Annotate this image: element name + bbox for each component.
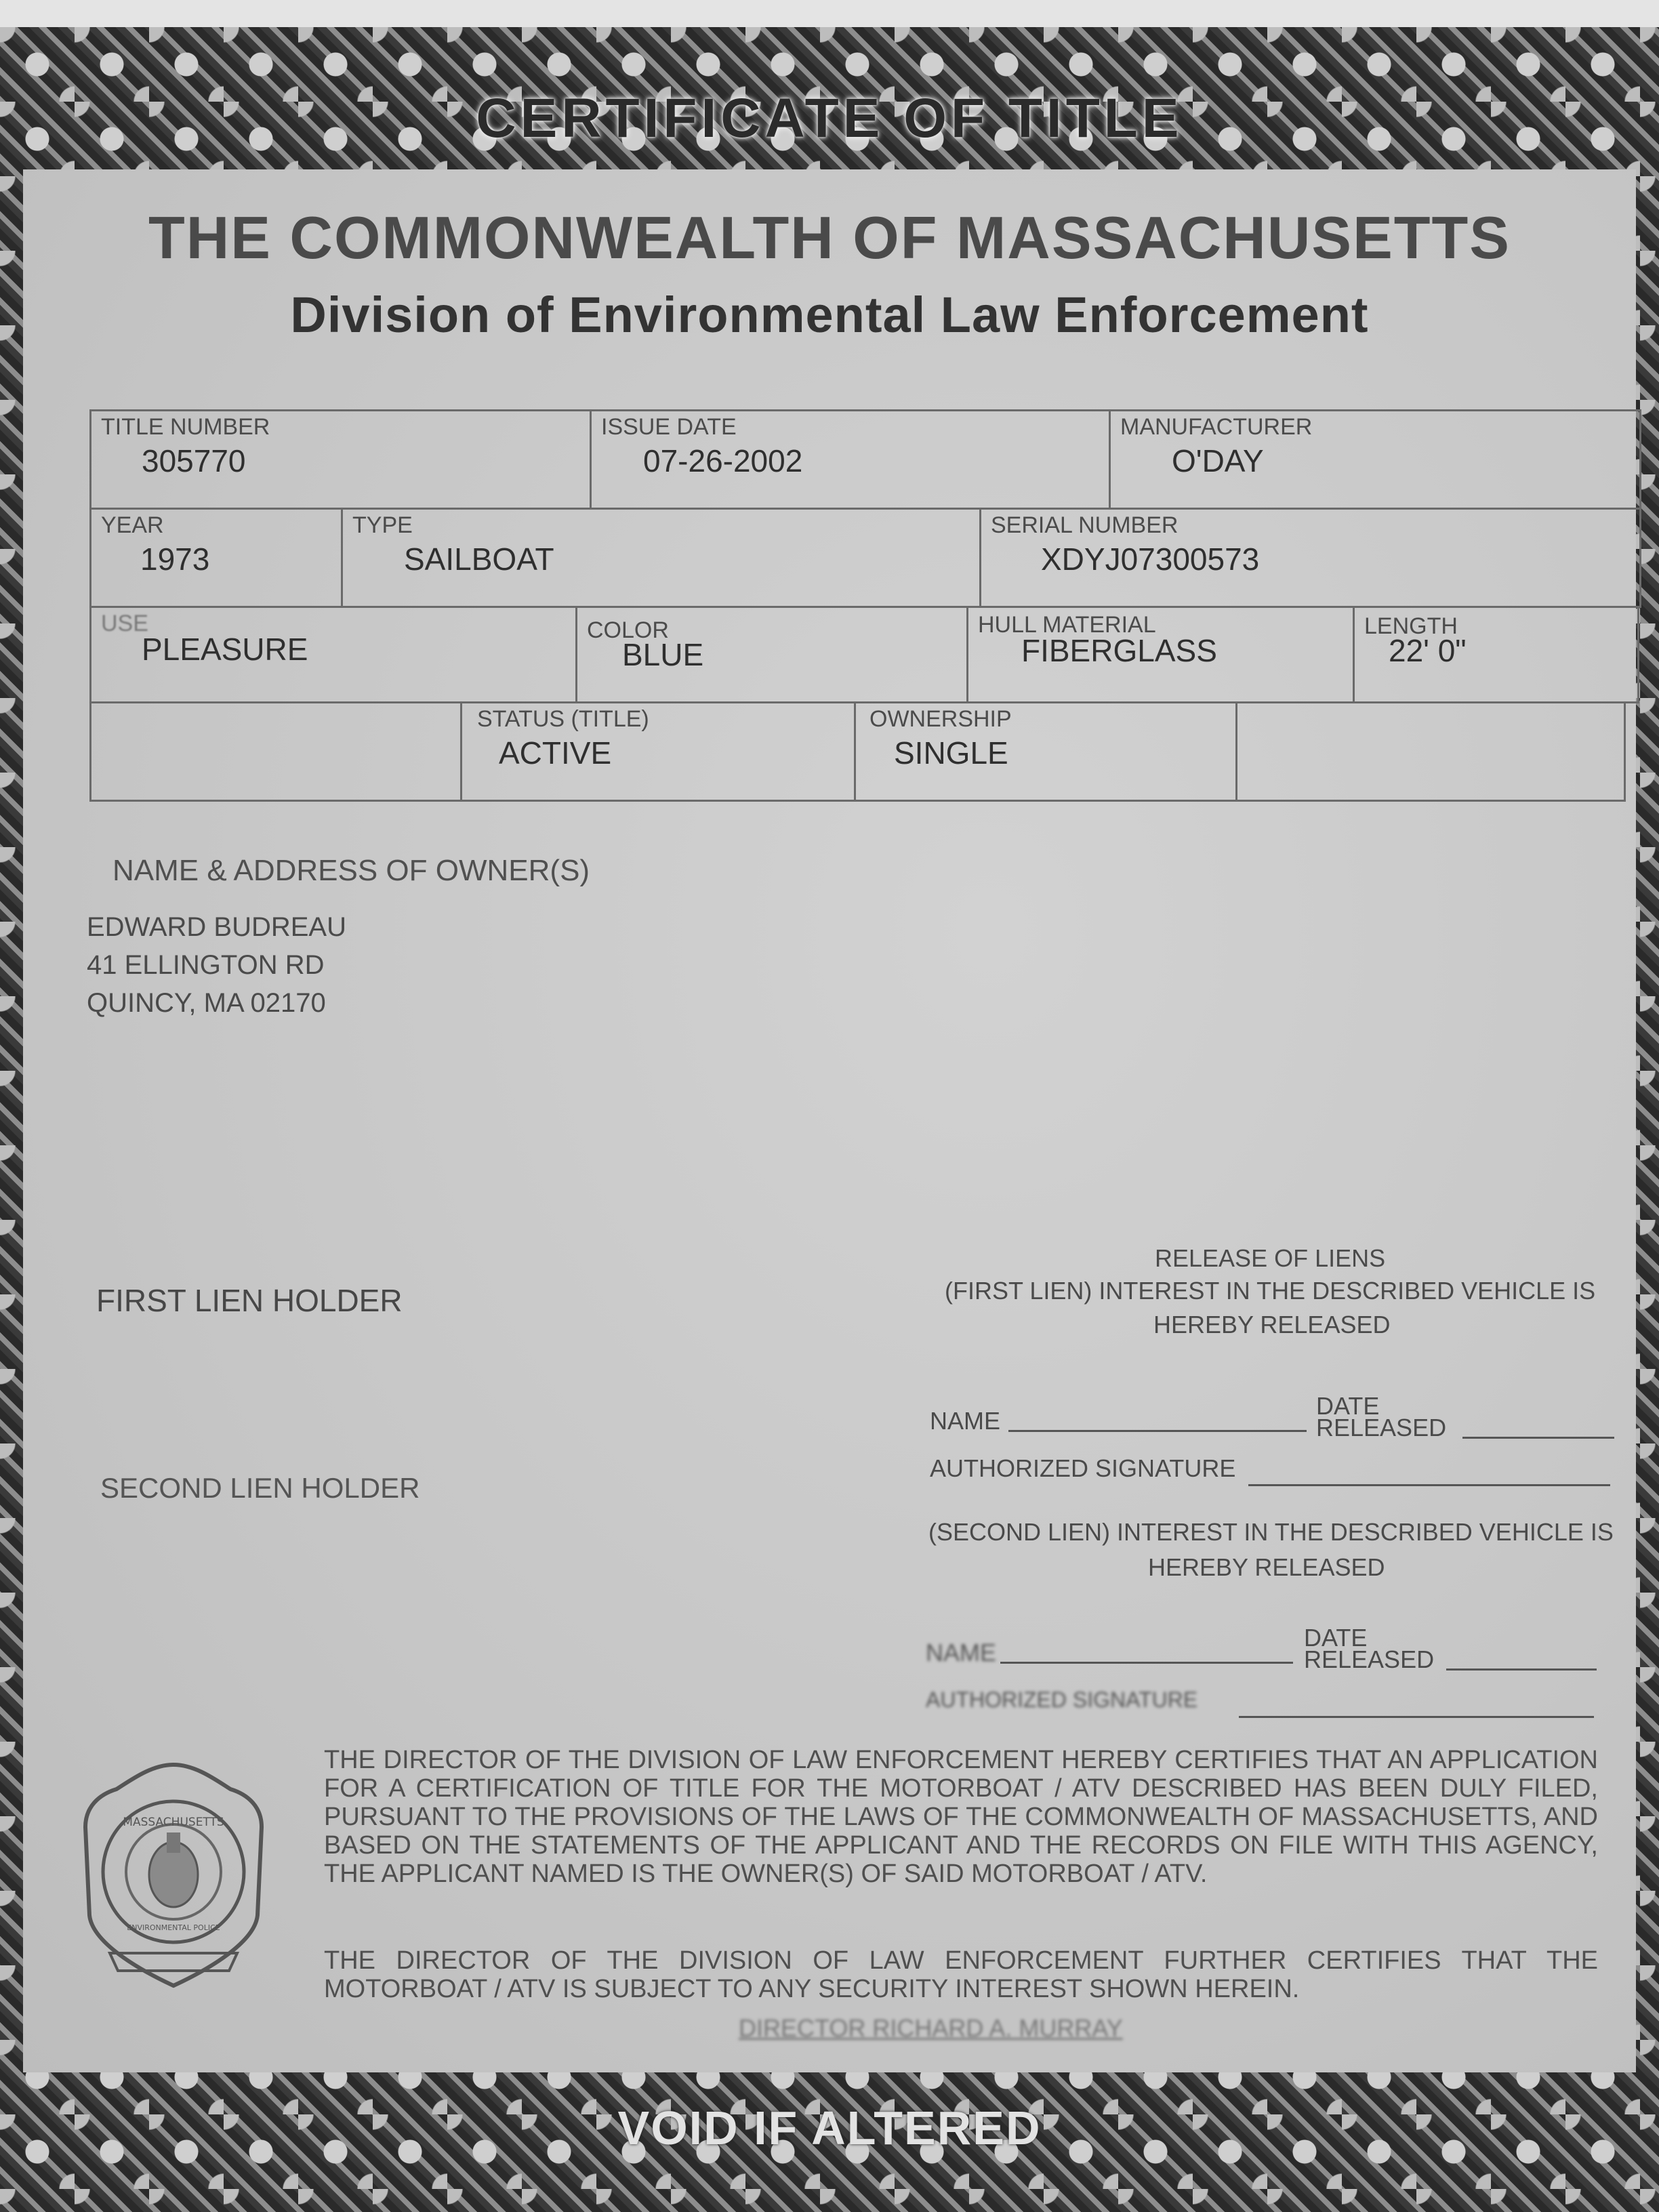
owner-address-block	[87, 908, 346, 1022]
first-release-released-label: RELEASED	[1316, 1414, 1447, 1441]
use-cell	[89, 606, 577, 703]
ownership-label: OWNERSHIP	[869, 706, 1012, 732]
hull-material-value: FIBERGLASS	[1021, 633, 1217, 668]
length-label: LENGTH	[1364, 613, 1458, 639]
director-signature: DIRECTOR RICHARD A. MURRAY	[739, 2014, 1123, 2042]
status-label: STATUS (TITLE)	[477, 706, 649, 732]
vessel-info-table	[89, 409, 1641, 804]
title-number-value: 305770	[142, 443, 246, 478]
first-lien-release-text: (FIRST LIEN) INTEREST IN THE DESCRIBED VEHICLE IS	[945, 1277, 1596, 1305]
ownership-value: SINGLE	[894, 735, 1008, 771]
second-lien-release-text: (SECOND LIEN) INTEREST IN THE DESCRIBED VEHICLE IS	[928, 1518, 1614, 1546]
certification-paragraph-1: THE DIRECTOR OF THE DIVISION OF LAW ENFORCEMENT HEREBY CERTIFIES THAT AN APPLICATION FOR A CERTIFICATION OF TITLE FOR THE MOTORBOAT / ATV DESCRIBED HAS BEEN DULY FILED, PURSUANT TO THE PROVISIONS OF THE LAWS OF THE COMMONWEALTH OF MASSACHUSETTS, AND BASED ON THE STATEMENTS OF THE APPLICANT AND THE RECORDS ON FILE WITH THIS AGENCY, THE APPLICANT NAMED IS THE OWNER(S) OF SAID MOTORBOAT / ATV.	[324, 1746, 1598, 1888]
seal-text-bottom: ENVIRONMENTAL POLICE	[127, 1923, 220, 1932]
owner-city: QUINCY, MA 02170	[87, 988, 326, 1018]
table-row	[89, 508, 1641, 608]
serial-number-label: SERIAL NUMBER	[991, 512, 1179, 538]
title-number-label: TITLE NUMBER	[101, 414, 270, 440]
commonwealth-title: THE COMMONWEALTH OF MASSACHUSETTS	[148, 204, 1511, 271]
use-value: PLEASURE	[142, 632, 308, 667]
issue-date-cell	[590, 409, 1111, 510]
table-row	[89, 409, 1641, 510]
certificate-banner: CERTIFICATE OF TITLE	[476, 87, 1183, 149]
environmental-police-badge-icon	[80, 1759, 267, 1990]
hull-material-cell	[966, 606, 1355, 703]
second-release-released-label: RELEASED	[1304, 1645, 1435, 1673]
year-cell	[89, 508, 343, 608]
ownership-cell	[854, 701, 1237, 802]
serial-number-value: XDYJ07300573	[1041, 541, 1260, 577]
hull-material-label: HULL MATERIAL	[978, 612, 1156, 638]
year-value: 1973	[140, 541, 210, 577]
second-release-name-line[interactable]	[1000, 1662, 1293, 1664]
type-value: SAILBOAT	[404, 541, 554, 577]
first-release-signature-line[interactable]	[1248, 1484, 1610, 1486]
length-value: 22' 0"	[1389, 633, 1467, 668]
first-release-signature-label: AUTHORIZED SIGNATURE	[930, 1454, 1236, 1482]
color-value: BLUE	[622, 637, 704, 672]
manufacturer-value: O'DAY	[1172, 443, 1264, 478]
second-lien-holder-label: SECOND LIEN HOLDER	[100, 1472, 420, 1504]
use-label: USE	[101, 611, 148, 636]
second-release-date-line[interactable]	[1446, 1668, 1597, 1671]
second-lien-released-text: HEREBY RELEASED	[1148, 1553, 1385, 1581]
first-lien-released-text: HEREBY RELEASED	[1153, 1311, 1391, 1338]
year-label: YEAR	[101, 512, 164, 538]
table-row	[89, 606, 1641, 703]
division-subtitle: Division of Environmental Law Enforcement	[290, 287, 1369, 343]
first-release-name-label: NAME	[930, 1407, 1001, 1435]
type-label: TYPE	[352, 512, 413, 538]
issue-date-value: 07-26-2002	[643, 443, 803, 478]
second-release-name-label: NAME	[926, 1639, 997, 1666]
owner-name: EDWARD BUDREAU	[87, 912, 346, 942]
second-release-date-label: DATE	[1304, 1624, 1368, 1652]
first-release-name-line[interactable]	[1008, 1430, 1307, 1432]
first-lien-holder-label: FIRST LIEN HOLDER	[96, 1283, 403, 1318]
first-release-date-label: DATE	[1316, 1392, 1380, 1420]
table-row	[89, 701, 1641, 802]
second-release-signature-line[interactable]	[1239, 1716, 1594, 1718]
title-number-cell	[89, 409, 592, 510]
void-if-altered-text: VOID IF ALTERED	[617, 2102, 1042, 2154]
owner-street: 41 ELLINGTON RD	[87, 950, 325, 980]
serial-number-cell	[979, 508, 1641, 608]
length-cell	[1353, 606, 1639, 703]
issue-date-label: ISSUE DATE	[601, 414, 737, 440]
color-cell	[575, 606, 968, 703]
type-cell	[341, 508, 981, 608]
manufacturer-label: MANUFACTURER	[1120, 414, 1313, 440]
owner-section-label: NAME & ADDRESS OF OWNER(S)	[112, 854, 590, 887]
seal-text-top: MASSACHUSETTS	[123, 1816, 224, 1829]
release-of-liens-title: RELEASE OF LIENS	[1155, 1244, 1386, 1272]
certification-paragraph-2: THE DIRECTOR OF THE DIVISION OF LAW ENFORCEMENT FURTHER CERTIFIES THAT THE MOTORBOAT / ATV IS SUBJECT TO ANY SECURITY INTEREST SHOWN HEREIN.	[324, 1946, 1598, 2003]
first-release-date-line[interactable]	[1462, 1437, 1614, 1439]
blank-cell	[89, 701, 462, 802]
manufacturer-cell	[1109, 409, 1641, 510]
status-value: ACTIVE	[499, 735, 612, 771]
status-cell	[460, 701, 856, 802]
color-label: COLOR	[587, 617, 669, 643]
blank-cell	[1235, 701, 1626, 802]
second-release-signature-label: AUTHORIZED SIGNATURE	[926, 1687, 1198, 1712]
